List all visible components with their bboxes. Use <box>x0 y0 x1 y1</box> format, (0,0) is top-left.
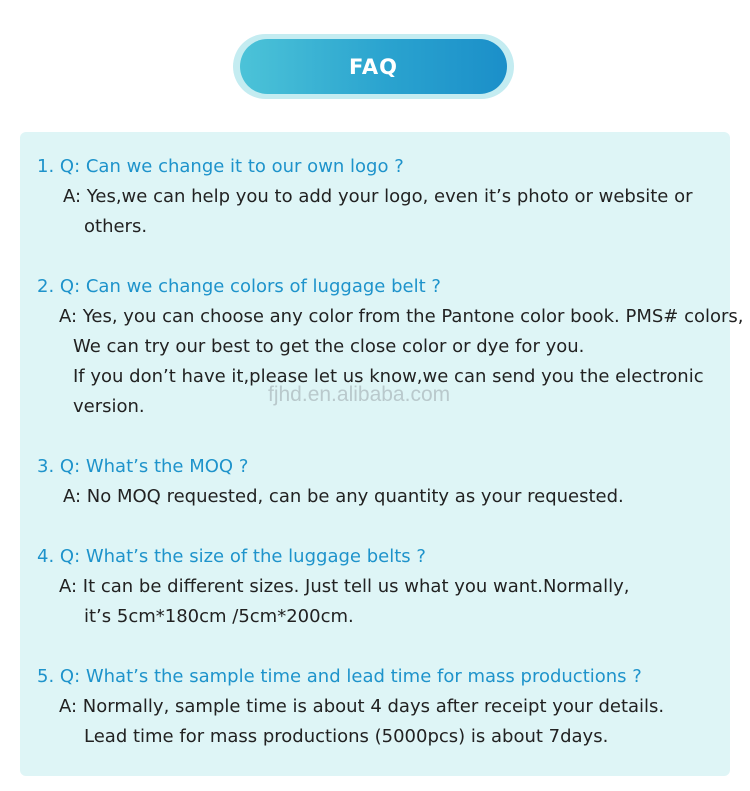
faq-answer <box>63 182 730 242</box>
faq-answer-line: A: It can be different sizes. Just tell us what you want.Normally, <box>59 576 630 597</box>
faq-item-3 <box>20 452 730 512</box>
faq-question: 2. Q: Can we change colors of luggage belt ? <box>37 276 441 297</box>
faq-panel <box>20 132 744 776</box>
faq-answer-line: it’s 5cm*180cm /5cm*200cm. <box>84 606 354 627</box>
faq-answer-line: We can try our best to get the close color or dye for you. <box>73 336 585 357</box>
faq-header-badge <box>233 34 514 99</box>
faq-question: 1. Q: Can we change it to our own logo ? <box>37 156 404 177</box>
faq-header-pill <box>240 39 507 94</box>
faq-answer-line: A: Yes,we can help you to add your logo, even it’s photo or website or <box>63 186 693 207</box>
faq-item-1 <box>20 152 730 242</box>
faq-answer <box>59 572 730 632</box>
faq-question: 5. Q: What’s the sample time and lead time for mass productions ? <box>37 666 642 687</box>
faq-title: FAQ <box>348 54 399 79</box>
faq-answer-line: If you don’t have it,please let us know,we can send you the electronic <box>73 366 704 387</box>
faq-answer <box>63 482 730 512</box>
faq-answer-line: version. <box>73 396 145 417</box>
faq-item-5 <box>20 662 730 752</box>
faq-answer <box>59 692 730 752</box>
faq-answer-line: A: No MOQ requested, can be any quantity as your requested. <box>63 486 624 507</box>
faq-question: 3. Q: What’s the MOQ ? <box>37 456 249 477</box>
faq-question: 4. Q: What’s the size of the luggage belts ? <box>37 546 426 567</box>
faq-answer-line: A: Normally, sample time is about 4 days after receipt your details. <box>59 696 665 717</box>
faq-answer-line: others. <box>84 216 148 237</box>
faq-answer-line: A: Yes, you can choose any color from the Pantone color book. PMS# colors, <box>59 306 744 327</box>
faq-item-4 <box>20 542 730 632</box>
watermark: fjhd.en.alibaba.com <box>268 383 451 406</box>
faq-answer-line: Lead time for mass productions (5000pcs) is about 7days. <box>84 726 609 747</box>
